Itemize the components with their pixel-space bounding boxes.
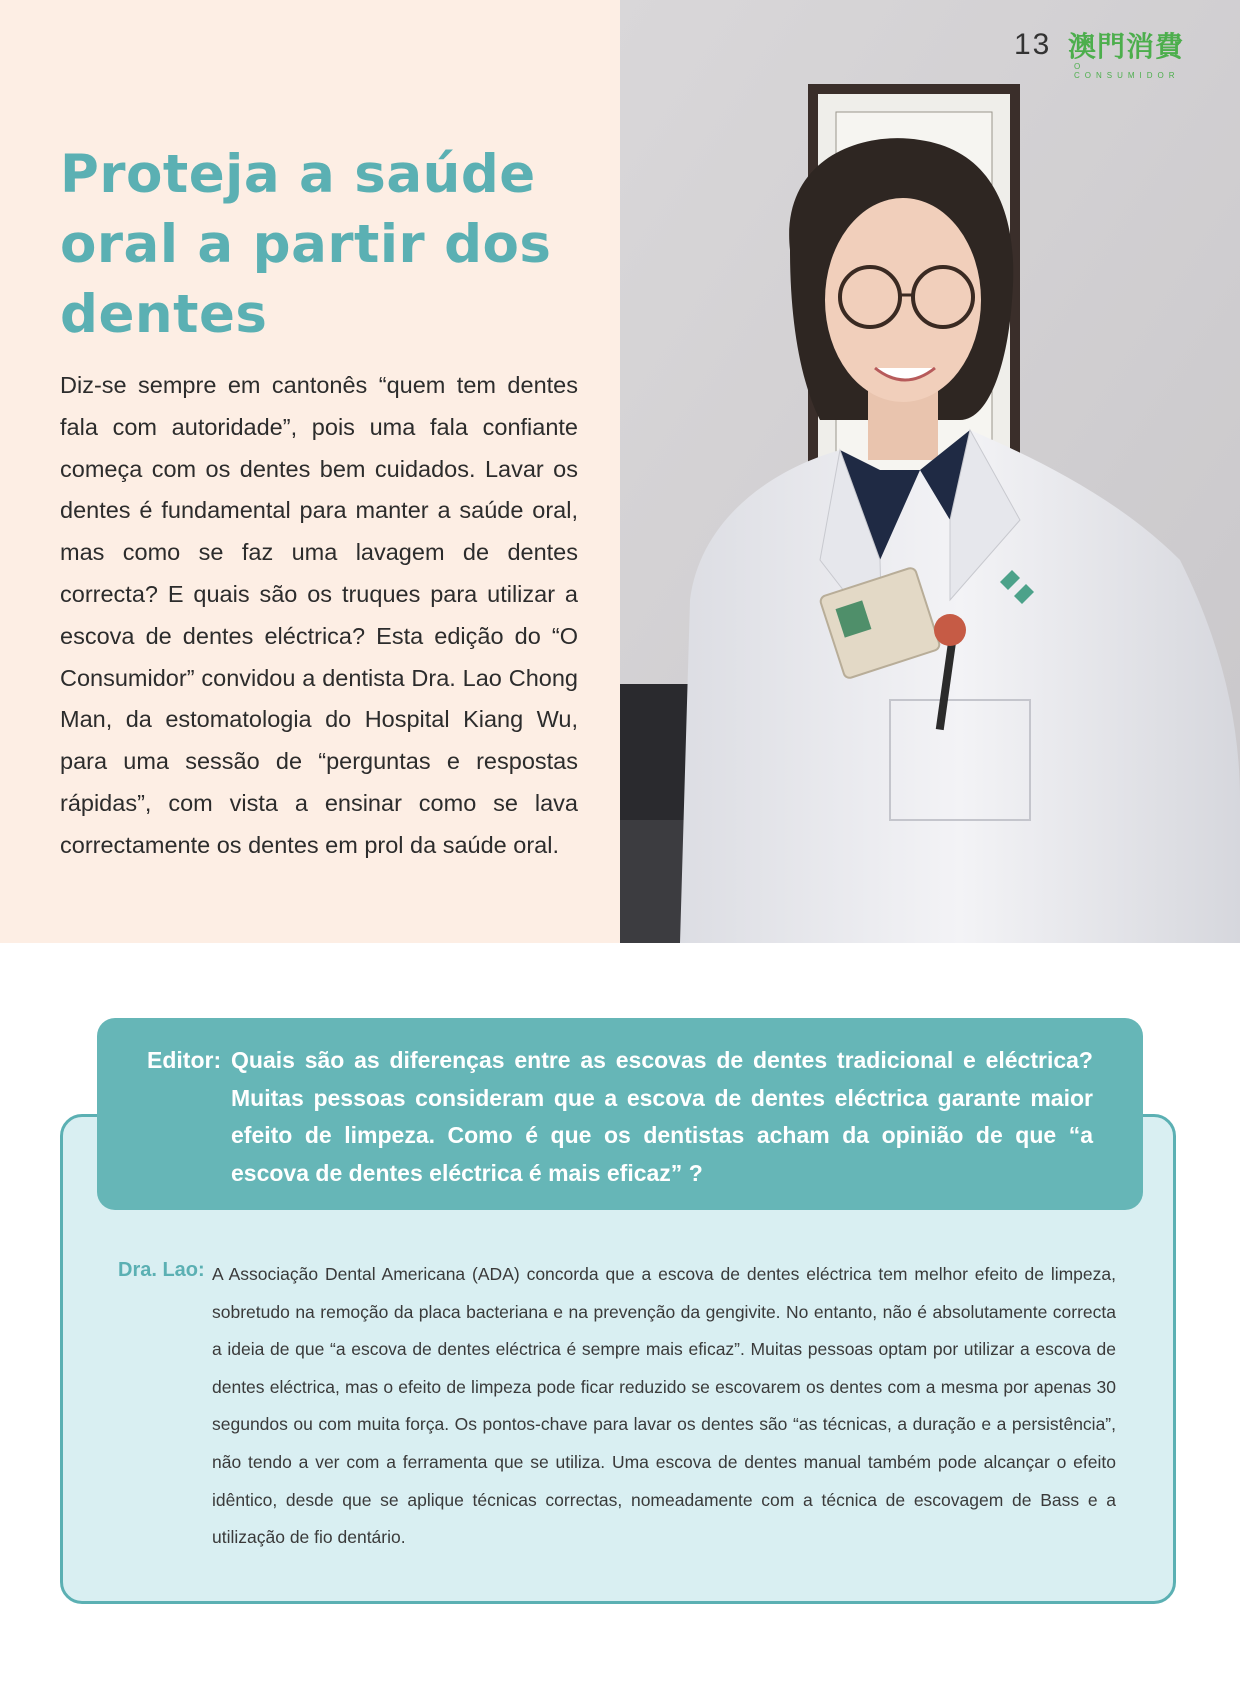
brand-logo	[1068, 30, 1188, 80]
brand-name: 澳門消費	[1068, 30, 1185, 63]
answer-label: Dra. Lao:	[118, 1259, 205, 1281]
article-intro: Diz-se sempre em cantonês “quem tem dentes fala com autoridade”, pois uma fala confiante começa com os dentes bem cuidados. Lavar os dentes é fundamental para manter a saúde oral, mas como se faz uma lavagem de dentes correcta? E quais são os truques para utilizar a escova de dentes eléctrica? Esta edição do “O Consumidor” convidou a dentista Dra. Lao Chong Man, da estomatologia do Hospital Kiang Wu, para uma sessão de “perguntas e respostas rápidas”, com vista a ensinar como se lava correctamente os dentes em prol da saúde oral.	[60, 372, 578, 858]
page-number: 13	[1014, 28, 1052, 61]
question-text: Quais são as diferenças entre as escovas de dentes tradicional e eléctrica? Muitas pessoas consideram que a escova de dentes eléctrica garante maior efeito de limpeza. Como é que os dentistas acham da opinião de que “a escova de dentes eléctrica é mais eficaz” ?	[231, 1047, 1093, 1186]
question-label: Editor:	[147, 1047, 222, 1073]
brand-subtitle: O CONSUMIDOR	[1074, 62, 1180, 80]
answer-text: A Associação Dental Americana (ADA) concorda que a escova de dentes eléctrica tem melhor efeito de limpeza, sobretudo na remoção da placa bacteriana e na prevenção da gengivite. No entanto, não é absolutamente correcta a ideia de que “a escova de dentes eléctrica é sempre mais eficaz”. Muitas pessoas optam por utilizar a escova de dentes eléctrica, mas o efeito de limpeza pode ficar reduzido se escovarem os dentes com a mesma por apenas 30 segundos ou com muita força. Os pontos-chave para lavar os dentes são “as técnicas, a duração e a persistência”, não tendo a ver com a ferramenta que se utiliza. Uma escova de dentes manual também pode alcançar o efeito idêntico, desde que se aplique técnicas correctas, nomeadamente com a técnica de escovagem de Bass e a utilização de fio dentário.	[212, 1264, 1116, 1548]
intro-panel	[0, 0, 620, 943]
dentist-photo	[620, 0, 1240, 943]
article-title: Proteja a saúde oral a partir dos dentes	[60, 144, 552, 345]
